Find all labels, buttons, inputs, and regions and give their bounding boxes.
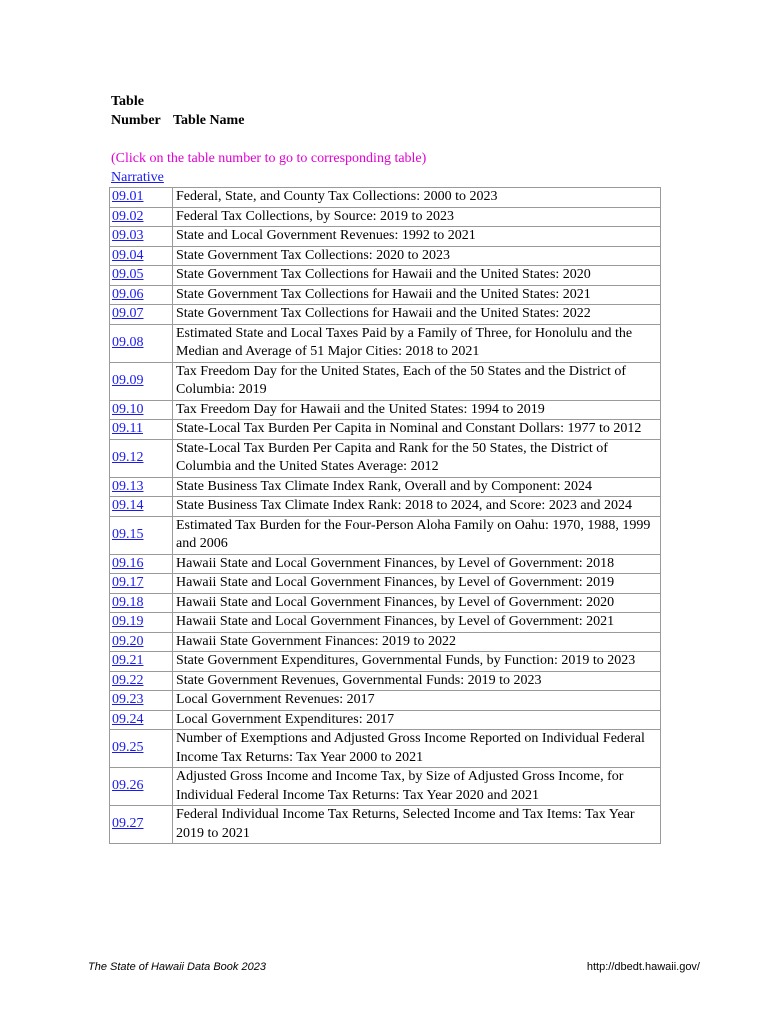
table-number-link[interactable]: 09.07 [112, 306, 144, 321]
table-number-cell [110, 266, 173, 286]
table-name-cell: State Government Tax Collections: 2020 to 2023 [173, 246, 661, 266]
table-row [110, 691, 661, 711]
table-number-cell [110, 285, 173, 305]
table-name-cell: Adjusted Gross Income and Income Tax, by Size of Adjusted Gross Income, for Individual Federal Income Tax Returns: Tax Year 2020 and 2021 [173, 768, 661, 806]
table-name-cell: State Business Tax Climate Index Rank, Overall and by Component: 2024 [173, 477, 661, 497]
table-row [110, 554, 661, 574]
table-number-link[interactable]: 09.15 [112, 526, 144, 542]
table-header [111, 92, 244, 130]
click-instructions: (Click on the table number to go to corresponding table) [111, 151, 427, 166]
table-row [110, 362, 661, 400]
table-name-cell: State-Local Tax Burden Per Capita in Nominal and Constant Dollars: 1977 to 2012 [173, 420, 661, 440]
table-name-cell: Local Government Revenues: 2017 [173, 691, 661, 711]
header-col1-line2: Number [111, 113, 161, 128]
table-name-cell: Tax Freedom Day for Hawaii and the United States: 1994 to 2019 [173, 400, 661, 420]
table-name-cell: Local Government Expenditures: 2017 [173, 710, 661, 730]
footer-url[interactable]: http://dbedt.hawaii.gov/ [586, 961, 700, 973]
table-number-cell [110, 574, 173, 594]
table-number-link[interactable]: 09.18 [112, 594, 144, 610]
table-name-cell: Hawaii State Government Finances: 2019 to 2022 [173, 632, 661, 652]
table-row [110, 613, 661, 633]
table-number-link[interactable]: 09.03 [112, 228, 144, 243]
narrative-link[interactable]: Narrative [111, 170, 164, 185]
table-number-cell [110, 593, 173, 613]
table-row [110, 227, 661, 247]
table-number-cell [110, 188, 173, 208]
table-name-cell: Federal Tax Collections, by Source: 2019 to 2023 [173, 207, 661, 227]
table-number-link[interactable]: 09.08 [112, 334, 144, 350]
table-number-cell [110, 477, 173, 497]
table-row [110, 266, 661, 286]
table-name-cell: State and Local Government Revenues: 1992 to 2021 [173, 227, 661, 247]
table-number-link[interactable]: 09.09 [112, 372, 144, 388]
table-row [110, 671, 661, 691]
table-number-cell [110, 671, 173, 691]
table-number-cell [110, 768, 173, 806]
table-name-cell: State Government Tax Collections for Hawaii and the United States: 2021 [173, 285, 661, 305]
table-row [110, 516, 661, 554]
table-name-cell: Hawaii State and Local Government Finances, by Level of Government: 2018 [173, 554, 661, 574]
table-number-cell [110, 806, 173, 844]
table-number-cell [110, 613, 173, 633]
table-name-cell: Hawaii State and Local Government Finances, by Level of Government: 2019 [173, 574, 661, 594]
table-number-link[interactable]: 09.27 [112, 816, 144, 832]
table-name-cell: Estimated State and Local Taxes Paid by a Family of Three, for Honolulu and the Median and Average of 51 Major Cities: 2018 to 2021 [173, 324, 661, 362]
table-row [110, 207, 661, 227]
table-row [110, 305, 661, 325]
table-row [110, 477, 661, 497]
table-name-cell: Federal Individual Income Tax Returns, Selected Income and Tax Items: Tax Year 2019 to 2021 [173, 806, 661, 844]
table-row [110, 574, 661, 594]
table-row [110, 246, 661, 266]
table-row [110, 768, 661, 806]
table-number-link[interactable]: 09.20 [112, 633, 144, 649]
table-number-cell [110, 730, 173, 768]
table-number-link[interactable]: 09.19 [112, 614, 144, 629]
table-number-link[interactable]: 09.01 [112, 189, 144, 204]
table-row [110, 497, 661, 517]
table-row [110, 632, 661, 652]
table-number-cell [110, 227, 173, 247]
table-number-cell [110, 305, 173, 325]
table-number-link[interactable]: 09.23 [112, 692, 144, 707]
table-number-link[interactable]: 09.14 [112, 498, 144, 513]
table-number-cell [110, 400, 173, 420]
table-row [110, 420, 661, 440]
table-number-link[interactable]: 09.17 [112, 575, 144, 590]
header-col1-line1: Table [111, 94, 144, 109]
table-row [110, 285, 661, 305]
table-number-cell [110, 207, 173, 227]
table-number-cell [110, 439, 173, 477]
table-name-cell: State Government Tax Collections for Hawaii and the United States: 2020 [173, 266, 661, 286]
table-number-cell [110, 554, 173, 574]
table-number-link[interactable]: 09.11 [112, 421, 143, 436]
table-number-link[interactable]: 09.13 [112, 478, 144, 494]
table-number-link[interactable]: 09.06 [112, 286, 144, 302]
table-number-link[interactable]: 09.02 [112, 208, 144, 224]
table-row [110, 439, 661, 477]
table-number-cell [110, 362, 173, 400]
table-row [110, 400, 661, 420]
table-number-link[interactable]: 09.21 [112, 653, 144, 668]
table-name-cell: Number of Exemptions and Adjusted Gross Income Reported on Individual Federal Income Tax Returns: Tax Year 2000 to 2021 [173, 730, 661, 768]
table-name-cell: Hawaii State and Local Government Finances, by Level of Government: 2020 [173, 593, 661, 613]
header-col2: Table Name [173, 113, 245, 128]
table-number-cell [110, 324, 173, 362]
table-row [110, 730, 661, 768]
table-row [110, 806, 661, 844]
table-name-cell: State Government Tax Collections for Hawaii and the United States: 2022 [173, 305, 661, 325]
table-number-link[interactable]: 09.26 [112, 778, 144, 794]
table-number-cell [110, 710, 173, 730]
footer-title: The State of Hawaii Data Book 2023 [88, 961, 266, 973]
table-number-link[interactable]: 09.10 [112, 401, 144, 417]
table-row [110, 710, 661, 730]
table-number-link[interactable]: 09.22 [112, 672, 144, 688]
table-number-link[interactable]: 09.04 [112, 247, 144, 263]
table-of-contents [109, 187, 661, 844]
table-name-cell: Tax Freedom Day for the United States, Each of the 50 States and the District of Columbia: 2019 [173, 362, 661, 400]
table-row [110, 593, 661, 613]
table-number-cell [110, 632, 173, 652]
table-number-cell [110, 497, 173, 517]
table-number-cell [110, 246, 173, 266]
table-name-cell: Estimated Tax Burden for the Four-Person Aloha Family on Oahu: 1970, 1988, 1999 and 2006 [173, 516, 661, 554]
table-number-cell [110, 652, 173, 672]
table-name-cell: Hawaii State and Local Government Finances, by Level of Government: 2021 [173, 613, 661, 633]
table-name-cell: State-Local Tax Burden Per Capita and Rank for the 50 States, the District of Columbia and the United States Average: 2012 [173, 439, 661, 477]
table-number-link[interactable]: 09.25 [112, 740, 144, 756]
table-number-link[interactable]: 09.12 [112, 449, 144, 465]
table-number-cell [110, 420, 173, 440]
table-name-cell: Federal, State, and County Tax Collections: 2000 to 2023 [173, 188, 661, 208]
table-number-link[interactable]: 09.24 [112, 711, 144, 727]
table-row [110, 652, 661, 672]
table-number-link[interactable]: 09.16 [112, 555, 144, 571]
table-number-link[interactable]: 09.05 [112, 267, 144, 282]
table-name-cell: State Business Tax Climate Index Rank: 2018 to 2024, and Score: 2023 and 2024 [173, 497, 661, 517]
table-name-cell: State Government Expenditures, Governmental Funds, by Function: 2019 to 2023 [173, 652, 661, 672]
table-name-cell: State Government Revenues, Governmental Funds: 2019 to 2023 [173, 671, 661, 691]
table-number-cell [110, 691, 173, 711]
table-number-cell [110, 516, 173, 554]
table-row [110, 324, 661, 362]
table-row [110, 188, 661, 208]
